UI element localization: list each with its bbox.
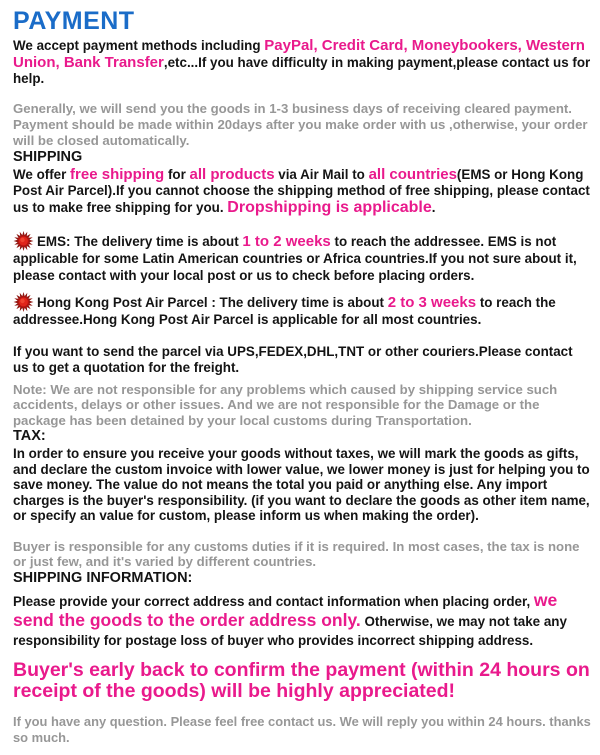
shipping-information-section-title: SHIPPING INFORMATION:: [13, 569, 193, 586]
shipping-disclaimer-note: Note: We are not responsible for any problems which caused by shipping service such accidents, delays or other issues. And we are not responsible for the Damage or the package has been detained by your local customs during Transportation.: [13, 381, 558, 428]
text-segment: (EMS or Hong Kong Post Air Parcel).If you cannot choose the shipping method of free shipping, please contact us to make free shipping for you.: [13, 166, 590, 215]
shipping-section-title: SHIPPING: [13, 148, 83, 165]
payment-confirm-request: Buyer's early back to confirm the payment (within 24 hours on receipt of the goods) will be highly appreciated!: [13, 659, 590, 702]
text-segment: We offer: [13, 166, 71, 182]
hk-post-shipping-text: [13, 292, 591, 329]
courier-quote-text: If you want to send the parcel via UPS,FEDEX,DHL,TNT or other couriers.Please contact us to get a quotation for the freight.: [13, 343, 573, 375]
all-products-highlight: all products: [189, 165, 275, 183]
customs-duties-note: Buyer is responsible for any customs duties if it is required. In most cases, the tax is none or just few, and it's varied by different countries.: [13, 538, 580, 569]
text-segment: via Air Mail to: [274, 166, 369, 182]
tax-section-title: TAX:: [13, 428, 46, 444]
order-address-only-highlight: we send the goods to the order address only.: [13, 589, 558, 630]
free-shipping-text: [13, 167, 591, 217]
text-segment: .: [431, 199, 436, 215]
text-segment: EMS: The delivery time is about: [37, 234, 243, 249]
text-segment: Otherwise, we may not take any responsibility for postage loss of buyer who provides incorrect shipping address.: [13, 614, 567, 648]
text-segment: Please provide your correct address and contact information when placing order,: [13, 593, 534, 609]
all-countries-highlight: all countries: [368, 165, 457, 183]
dropshipping-highlight: Dropshipping is applicable: [227, 198, 432, 216]
text-segment: to reach the addressee. EMS is not applicable for some Latin American countries or Africa countries.If you not sure about it, please contact with your local post or us to check before placing orders.: [13, 234, 577, 283]
dispatch-note: Generally, we will send you the goods in 1-3 business days of receiving cleared payment. Payment should be made within 20days after you make order with us ,otherwise, your order will be closed automatically.: [13, 100, 588, 148]
text-segment: We accept payment methods including: [13, 38, 265, 53]
payment-section-title: PAYMENT: [13, 7, 135, 35]
hk-post-delivery-time-highlight: 2 to 3 weeks: [387, 294, 477, 311]
tax-body-text: In order to ensure you receive your goods without taxes, we will mark the goods as gifts, and declare the custom invoice with lower value, we lower money is just for helping you to save money. The value do not means the total you paid or anything else. Any import charges is the buyer's responsibility. (if you want to declare the goods as other item name, or specify an value for custom, please inform us when making the order).: [13, 446, 590, 523]
ems-starburst-icon: [13, 231, 34, 251]
contact-support-note: If you have any question. Please feel free contact us. We will reply you within 24 hours. thanks so much.: [13, 714, 591, 745]
free-shipping-highlight: free shipping: [70, 165, 165, 183]
hk-post-starburst-icon: [13, 292, 34, 312]
text-segment: Hong Kong Post Air Parcel : The delivery time is about: [37, 295, 388, 310]
address-requirement-text: [13, 591, 591, 651]
ems-delivery-time-highlight: 1 to 2 weeks: [242, 233, 331, 250]
payment-methods-text: [13, 38, 591, 88]
text-segment: to reach the addressee.Hong Kong Post Air Parcel is applicable for all most countries.: [13, 295, 556, 327]
payment-methods-highlight: PayPal, Credit Card, Moneybookers, Western Union, Bank Transfer: [13, 37, 585, 71]
text-segment: for: [164, 166, 190, 182]
ems-shipping-text: [13, 231, 591, 284]
text-segment: ,etc...If you have difficulty in making payment,please contact us for help.: [13, 54, 591, 86]
